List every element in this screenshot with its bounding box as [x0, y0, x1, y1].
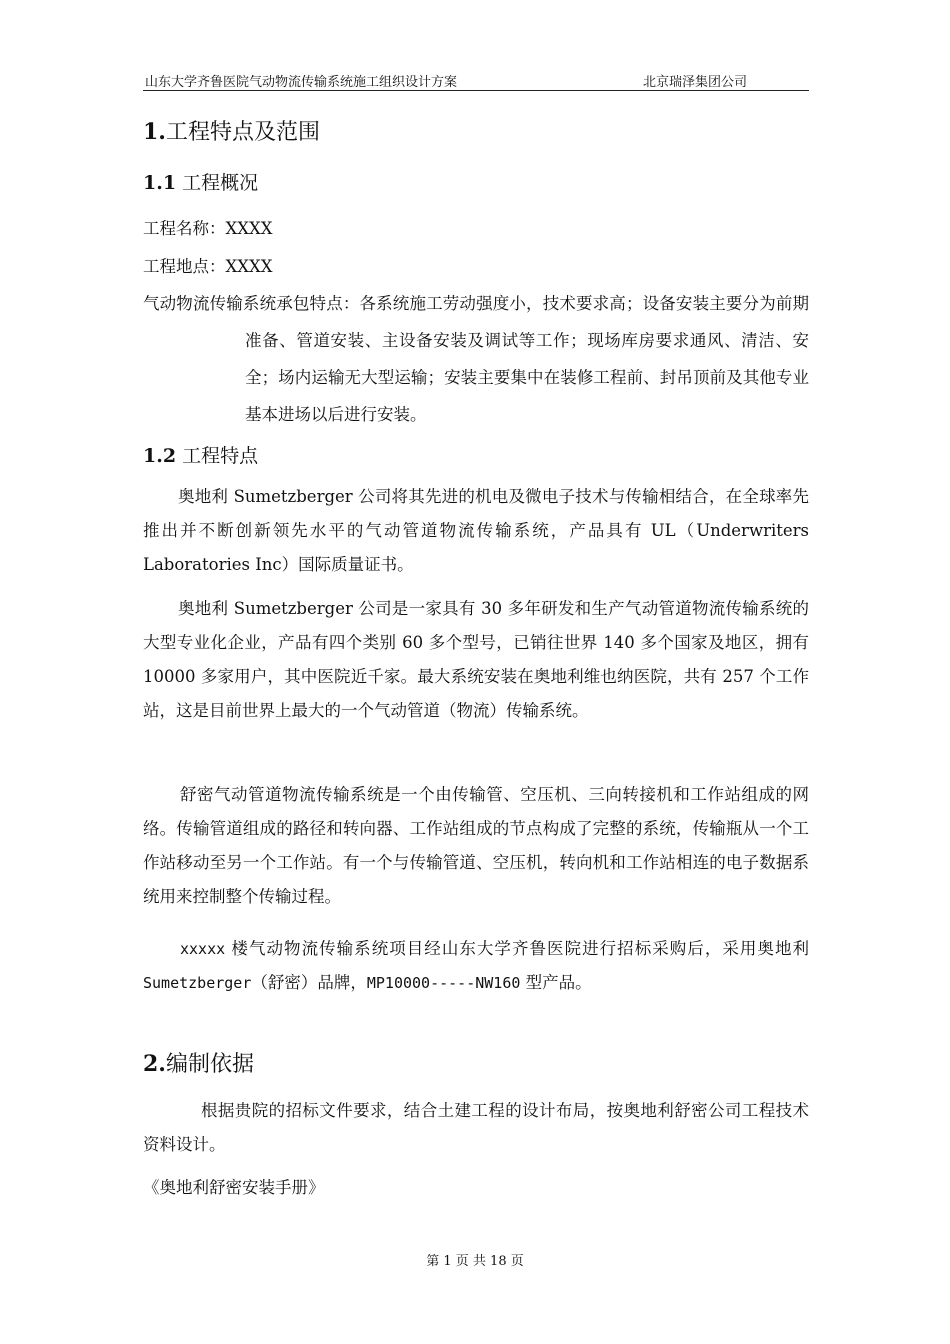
installation-manual-reference: 《奥地利舒密安装手册》: [143, 1178, 325, 1197]
page-number-footer: 第 1 页 共 18 页: [426, 1254, 524, 1269]
section-1-heading: [143, 117, 320, 148]
product-model: MP10000-----NW160: [366, 974, 521, 992]
project-name-line: 工程名称：XXXX: [143, 219, 273, 238]
project-location-line: 工程地点：XXXX: [143, 257, 273, 276]
contract-features-paragraph: 气动物流传输系统承包特点：各系统施工劳动强度小，技术要求高；设备安装主要分为前期准备、管道安装、主设备安装及调试等工作；现场库房要求通风、清洁、安全；场内运输无大型运输；安装主要集中在装修工程前、封吊顶前及其他专业基本进场以后进行安装。: [143, 294, 809, 424]
building-placeholder: xxxxx: [180, 940, 226, 958]
section-1-2-heading: [143, 442, 258, 470]
basis-paragraph: 根据贵院的招标文件要求，结合土建工程的设计布局，按奥地利舒密公司工程技术资料设计。: [143, 1101, 809, 1154]
header-company-name: 北京瑞泽集团公司: [643, 75, 748, 90]
section-1-title: 工程特点及范围: [165, 120, 320, 145]
section-1-1-heading: [143, 169, 258, 197]
product-suffix: 型产品。: [520, 973, 592, 992]
section-1-number: 1.: [143, 119, 166, 145]
section-2-number: 2.: [143, 1051, 166, 1077]
procurement-paragraph: [143, 932, 809, 1000]
section-2-heading: [143, 1049, 254, 1080]
section-1-1-title: 工程概况: [176, 172, 259, 194]
procurement-text: 楼气动物流传输系统项目经山东大学齐鲁医院进行招标采购后，采用奥地利: [225, 939, 809, 958]
section-1-2-number: 1.2: [143, 445, 177, 467]
brand-name: Sumetzberger: [143, 974, 252, 992]
company-history-paragraph: 奥地利 Sumetzberger 公司是一家具有 30 多年研发和生产气动管道物流传输系统的大型专业化企业，产品有四个类别 60 多个型号，已销往世界 140 多个国家及地区，拥有 10000 多家用户，其中医院近千家。最大系统安装在奥地利维也纳医院，共有 257 个工作站，这是目前世界上最大的一个气动管道（物流）传输系统。: [143, 599, 809, 720]
page-header: [143, 71, 809, 91]
brand-chinese-name: （舒密）品牌，: [251, 973, 367, 992]
section-1-1-number: 1.1: [143, 172, 177, 194]
header-document-title: 山东大学齐鲁医院气动物流传输系统施工组织设计方案: [145, 75, 458, 90]
system-description-paragraph: 舒密气动管道物流传输系统是一个由传输管、空压机、三向转接机和工作站组成的网络。传输管道组成的路径和转向器、工作站组成的节点构成了完整的系统，传输瓶从一个工作站移动至另一个工作站。有一个与传输管道、空压机，转向机和工作站相连的电子数据系统用来控制整个传输过程。: [143, 785, 809, 906]
section-2-title: 编制依据: [165, 1052, 254, 1077]
section-1-2-title: 工程特点: [176, 445, 259, 467]
company-intro-paragraph: 奥地利 Sumetzberger 公司将其先进的机电及微电子技术与传输相结合，在全球率先推出并不断创新领先水平的气动管道物流传输系统，产品具有 UL（Underwriters Laboratories Inc）国际质量证书。: [143, 487, 809, 574]
